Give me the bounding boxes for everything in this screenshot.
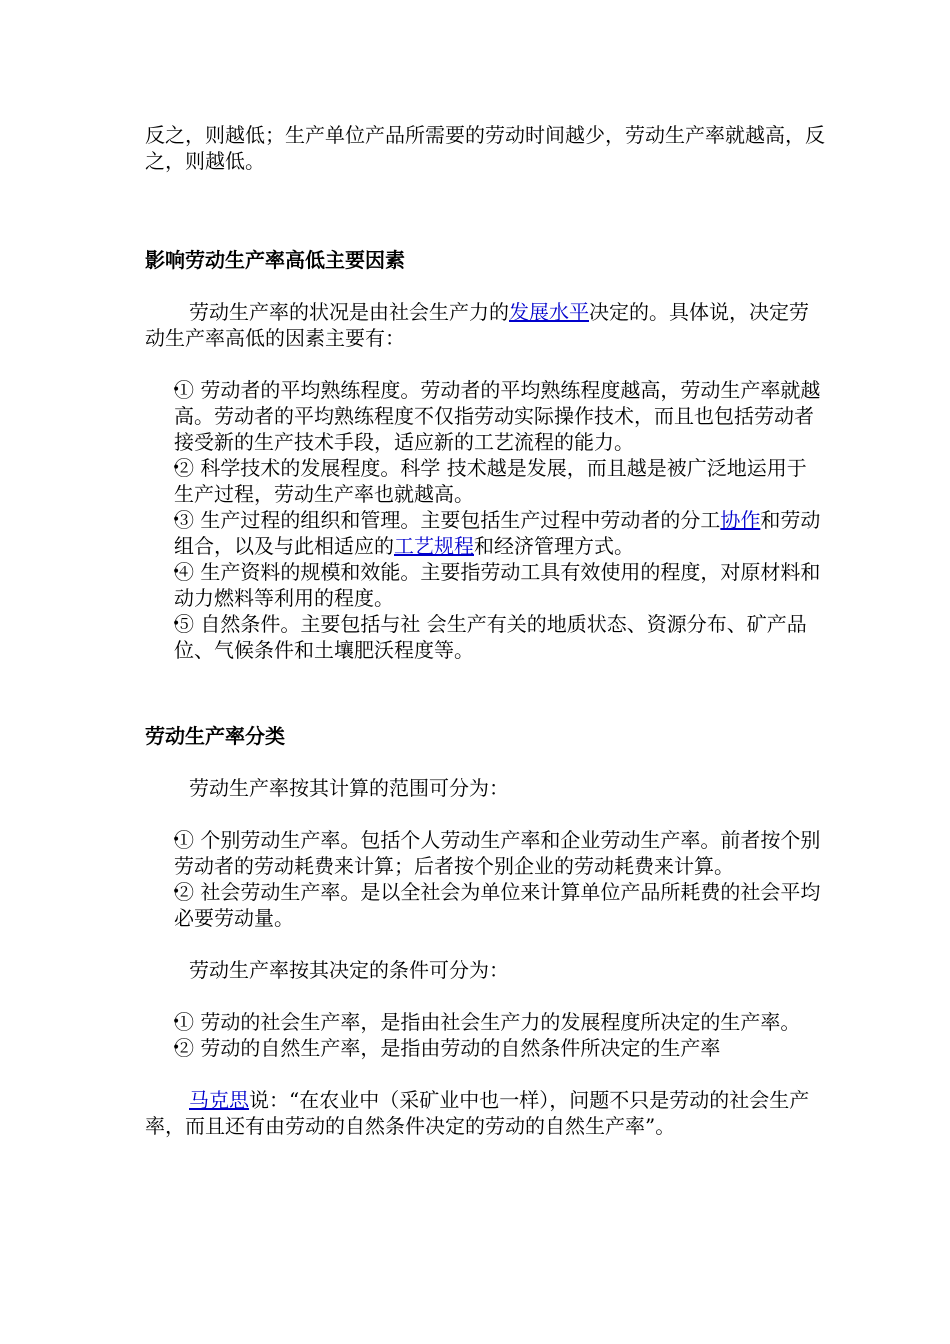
- link-marx[interactable]: 马克思: [189, 1088, 249, 1112]
- list-item: • ④ 生产资料的规模和效能。主要指劳动工具有效使用的程度，对原材料和动力燃料等利用的程度。: [145, 559, 825, 611]
- classification-para-range: 劳动生产率按其计算的范围可分为：: [189, 776, 509, 800]
- link-cooperation[interactable]: 协作: [720, 508, 761, 532]
- factors-list: [145, 377, 825, 663]
- intro-paragraph: 反之，则越低；生产单位产品所需要的劳动时间越少，劳动生产率就越高，反之，则越低。: [145, 123, 825, 173]
- marx-quote-paragraph: [145, 1087, 825, 1139]
- range-list: [145, 827, 825, 931]
- condition-list: [145, 1009, 825, 1061]
- list-item: • ① 劳动者的平均熟练程度。劳动者的平均熟练程度越高，劳动生产率就越高。劳动者的平均熟练程度不仅指劳动实际操作技术，而且也包括劳动者接受新的生产技术手段，适应新的工艺流程的能力。: [145, 377, 825, 455]
- link-process-regulation[interactable]: 工艺规程: [394, 534, 474, 558]
- section-heading-factors: 影响劳动生产率高低主要因素: [145, 248, 405, 272]
- document-content: [145, 122, 825, 1139]
- list-item: • ① 个别劳动生产率。包括个人劳动生产率和企业劳动生产率。前者按个别劳动者的劳动耗费来计算；后者按个别企业的劳动耗费来计算。: [145, 827, 825, 879]
- link-development-level[interactable]: 发展水平: [509, 300, 589, 324]
- list-item: • ③ 生产过程的组织和管理。主要包括生产过程中劳动者的分工协作和劳动组合，以及与此相适应的工艺规程和经济管理方式。: [145, 507, 825, 559]
- factors-intro-text-before: 劳动生产率的状况是由社会生产力的: [189, 300, 509, 324]
- marx-quote-text: 说：“在农业中（采矿业中也一样），问题不只是劳动的社会生产率，而且还有由劳动的自然条件决定的劳动的自然生产率”。: [145, 1088, 810, 1138]
- factors-intro-text-after: 决定的。具体说，决定劳动生产率高低的因素主要有：: [145, 300, 809, 350]
- list-item: • ② 社会劳动生产率。是以全社会为单位来计算单位产品所耗费的社会平均必要劳动量。: [145, 879, 825, 931]
- factors-intro-paragraph: [145, 299, 825, 351]
- list-item: • ② 科学技术的发展程度。科学 技术越是发展，而且越是被广泛地运用于生产过程，劳动生产率也就越高。: [145, 455, 825, 507]
- list-item: • ① 劳动的社会生产率，是指由社会生产力的发展程度所决定的生产率。: [145, 1009, 825, 1035]
- section-heading-classification: 劳动生产率分类: [145, 724, 285, 748]
- classification-para-condition: 劳动生产率按其决定的条件可分为：: [189, 958, 509, 982]
- list-item: • ⑤ 自然条件。主要包括与社 会生产有关的地质状态、资源分布、矿产品位、气候条件和土壤肥沃程度等。: [145, 611, 825, 663]
- list-item: • ② 劳动的自然生产率，是指由劳动的自然条件所决定的生产率: [145, 1035, 825, 1061]
